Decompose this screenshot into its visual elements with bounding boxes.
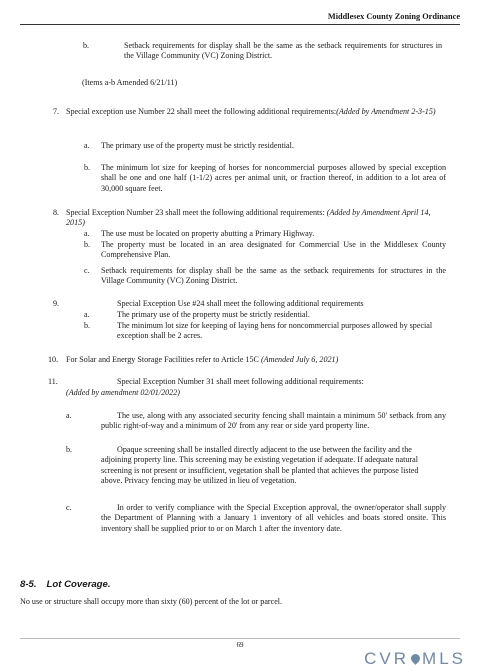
item-8-body: Special Exception Number 23 shall meet the following additional requirements: xyxy=(66,208,325,217)
item-b-text: Setback requirements for display shall be the same as the setback requirements for structures in the Village Community (VC) Zoning District. xyxy=(124,41,442,61)
section-body: No use or structure shall occupy more than sixty (60) percent of the lot or parcel. xyxy=(20,597,283,606)
header-rule xyxy=(20,24,460,25)
item-9b-marker: b. xyxy=(84,321,91,330)
watermark-text-left: CVR xyxy=(364,649,410,668)
section-heading xyxy=(20,579,111,591)
item-7-amendment: (Added by Amendment 2-3-15) xyxy=(336,107,436,116)
item-11a-text: The use, along with any associated security fencing shall maintain a minimum 50' setback from any public right-of-way and a minimum of 20' from any rear or side yard property line. xyxy=(101,411,446,431)
item-7a-text: The primary use of the property must be strictly residential. xyxy=(101,141,294,150)
watermark-logo xyxy=(364,648,466,670)
item-11b-text: Opaque screening shall be installed directly adjacent to the use between the facility and the adjoining property line. This screening may be existing vegetation if adequate. If adequate natural screening is not present or insufficient, vegetation shall be planted that achieves the purpose listed above. Privacy fencing may be utilized in lieu of vegetation. xyxy=(101,445,419,486)
item-11a-marker: a. xyxy=(66,411,72,420)
item-8b-text: The property must be located in an area designated for Commercial Use in the Middlesex County Comprehensive Plan. xyxy=(101,240,446,260)
item-9a-text: The primary use of the property must be strictly residential. xyxy=(117,310,310,319)
item-8c-marker: c. xyxy=(84,266,90,275)
item-7-body: Special exception use Number 22 shall meet the following additional requirements: xyxy=(66,107,337,116)
item-8-number: 8. xyxy=(53,208,60,217)
item-11c-marker: c. xyxy=(66,503,72,512)
item-10-amendment: (Amended July 6, 2021) xyxy=(260,355,339,364)
item-11b-marker: b. xyxy=(66,445,73,454)
item-8-text xyxy=(66,208,446,229)
item-9-number: 9. xyxy=(53,299,60,308)
item-8b-marker: b. xyxy=(84,240,91,249)
section-number: 8-5. xyxy=(20,579,37,590)
item-11-text: Special Exception Number 31 shall meet following additional requirements: xyxy=(117,377,364,386)
item-11-number: 11. xyxy=(48,377,58,386)
page-header: Middlesex County Zoning Ordinance xyxy=(327,12,460,21)
item-10-number: 10. xyxy=(48,355,59,364)
item-9b-text: The minimum lot size for keeping of laying hens for noncommercial purposes allowed by special exception shall be 2 acres. xyxy=(117,321,433,341)
item-7-text xyxy=(66,107,446,117)
item-9-text: Special Exception Use #24 shall meet the following additional requirements xyxy=(117,299,364,308)
item-b-marker: b. xyxy=(83,41,90,50)
item-11-amendment: (Added by amendment 02/01/2022) xyxy=(66,388,180,397)
item-7-number: 7. xyxy=(53,107,60,116)
item-11c-text: In order to verify compliance with the Special Exception approval, the owner/operator shall supply the Department of Planning with a January 1 inventory of all vehicles and boats stored onsite. This inventory shall be supplied prior to or on March 1 after the inventory date. xyxy=(101,503,446,533)
watermark-text-right: MLS xyxy=(422,649,466,668)
page-number: 69 xyxy=(236,641,244,649)
footer-rule xyxy=(20,638,460,639)
item-9a-marker: a. xyxy=(84,310,90,319)
item-10-text xyxy=(66,355,456,365)
amendment-note: (Items a-b Amended 6/21/11) xyxy=(82,78,178,87)
item-10-body: For Solar and Energy Storage Facilities refer to Article 15C xyxy=(66,355,259,364)
item-7b-marker: b. xyxy=(84,163,91,172)
map-pin-icon xyxy=(409,652,422,665)
item-8a-text: The use must be located on property abutting a Primary Highway. xyxy=(101,229,315,238)
item-8a-marker: a. xyxy=(84,229,90,238)
item-7a-marker: a. xyxy=(84,141,90,150)
item-8c-text: Setback requirements for display shall be the same as the setback requirements for structures in the Village Community (VC) Zoning District. xyxy=(101,266,446,286)
item-8-amendment: (Added by Amendment April 14, 2015) xyxy=(66,208,431,228)
section-title: Lot Coverage. xyxy=(46,579,111,590)
item-7b-text: The minimum lot size for keeping of horses for noncommercial purposes allowed by special exception shall be one and one half (1-1/2) acres per animal unit, or fraction thereof, in addition to a lot area of 30,000 square feet. xyxy=(101,163,446,193)
